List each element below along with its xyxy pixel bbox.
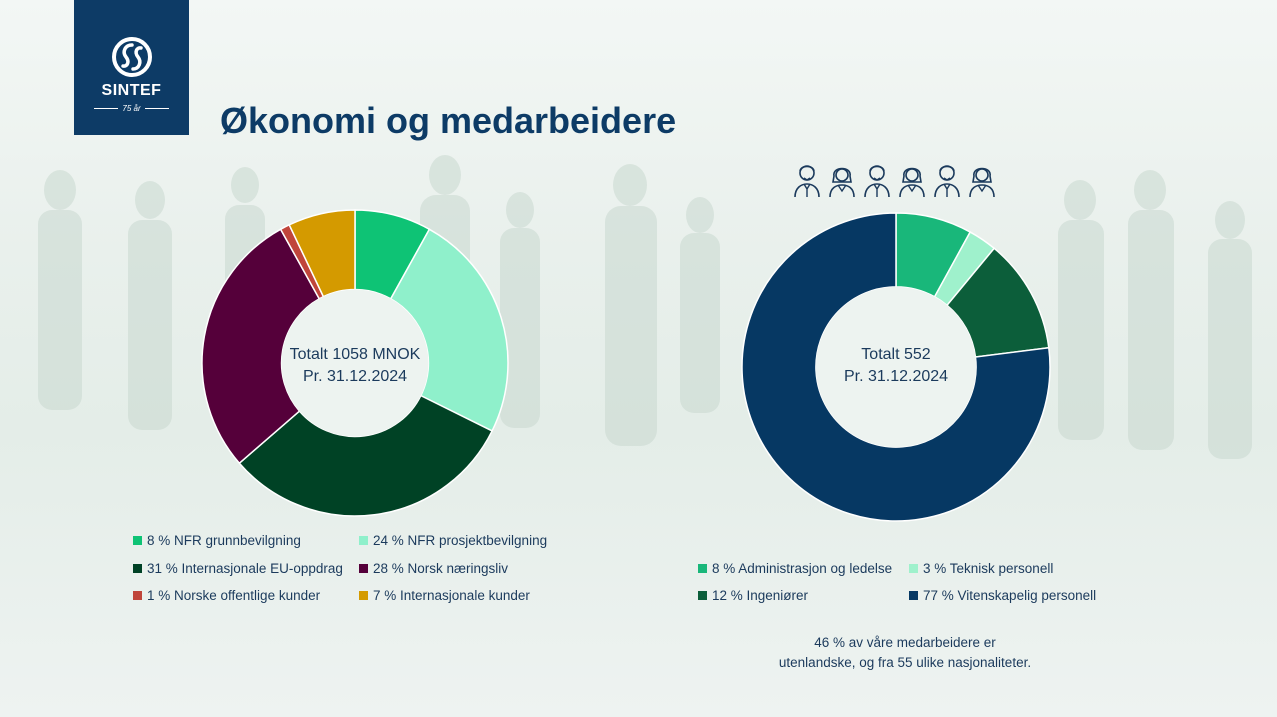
legend-label: 1 % Norske offentlige kunder [147, 588, 321, 603]
legend-item [909, 561, 1053, 576]
employees-center-text [796, 344, 996, 388]
nationality-note [740, 633, 1070, 673]
male-person-icon [931, 160, 963, 198]
economy-date-label: Pr. 31.12.2024 [302, 368, 408, 385]
logo-subtitle [94, 104, 168, 113]
legend-label: 8 % Administrasjon og ledelse [712, 561, 893, 576]
legend-item [359, 533, 547, 548]
female-person-icon [966, 160, 998, 198]
people-icons [791, 160, 998, 198]
legend-swatch [698, 591, 707, 600]
note-line-1: 46 % av våre medarbeidere er [814, 635, 996, 650]
legend-swatch [909, 591, 918, 600]
employees-date-label: Pr. 31.12.2024 [843, 368, 949, 385]
legend-swatch [698, 564, 707, 573]
legend-item [909, 588, 1096, 603]
legend-item [133, 588, 320, 603]
logo-name: SINTEF [101, 82, 162, 99]
legend-swatch [359, 536, 368, 545]
logo-subtitle-text: 75 år [122, 104, 141, 113]
legend-label: 7 % Internasjonale kunder [373, 588, 530, 603]
sintef-emblem-icon [111, 36, 153, 78]
legend-item [359, 561, 508, 576]
legend-swatch [133, 591, 142, 600]
legend-swatch [359, 564, 368, 573]
legend-item [133, 533, 301, 548]
legend-label: 24 % NFR prosjektbevilgning [373, 533, 548, 548]
female-person-icon [826, 160, 858, 198]
legend-label: 28 % Norsk næringsliv [373, 561, 509, 576]
sintef-logo [74, 0, 189, 135]
legend-label: 31 % Internasjonale EU-oppdrag [147, 561, 343, 576]
male-person-icon [861, 160, 893, 198]
legend-swatch [133, 564, 142, 573]
employees-total-label: Totalt 552 [861, 346, 931, 363]
legend-item [359, 588, 530, 603]
legend-label: 8 % NFR grunnbevilgning [147, 533, 301, 548]
legend-item [698, 588, 808, 603]
legend-swatch [359, 591, 368, 600]
legend-swatch [133, 536, 142, 545]
female-person-icon [896, 160, 928, 198]
legend-label: 12 % Ingeniører [712, 588, 809, 603]
legend-label: 3 % Teknisk personell [923, 561, 1054, 576]
economy-total-label: Totalt 1058 MNOK [289, 346, 421, 363]
legend-item [133, 561, 343, 576]
male-person-icon [791, 160, 823, 198]
legend-label: 77 % Vitenskapelig personell [923, 588, 1097, 603]
legend-swatch [909, 564, 918, 573]
legend-item [698, 561, 892, 576]
page-title: Økonomi og medarbeidere [220, 100, 677, 141]
note-line-2: utenlandske, og fra 55 ulike nasjonaliteter. [778, 655, 1032, 670]
economy-center-text [255, 344, 455, 388]
